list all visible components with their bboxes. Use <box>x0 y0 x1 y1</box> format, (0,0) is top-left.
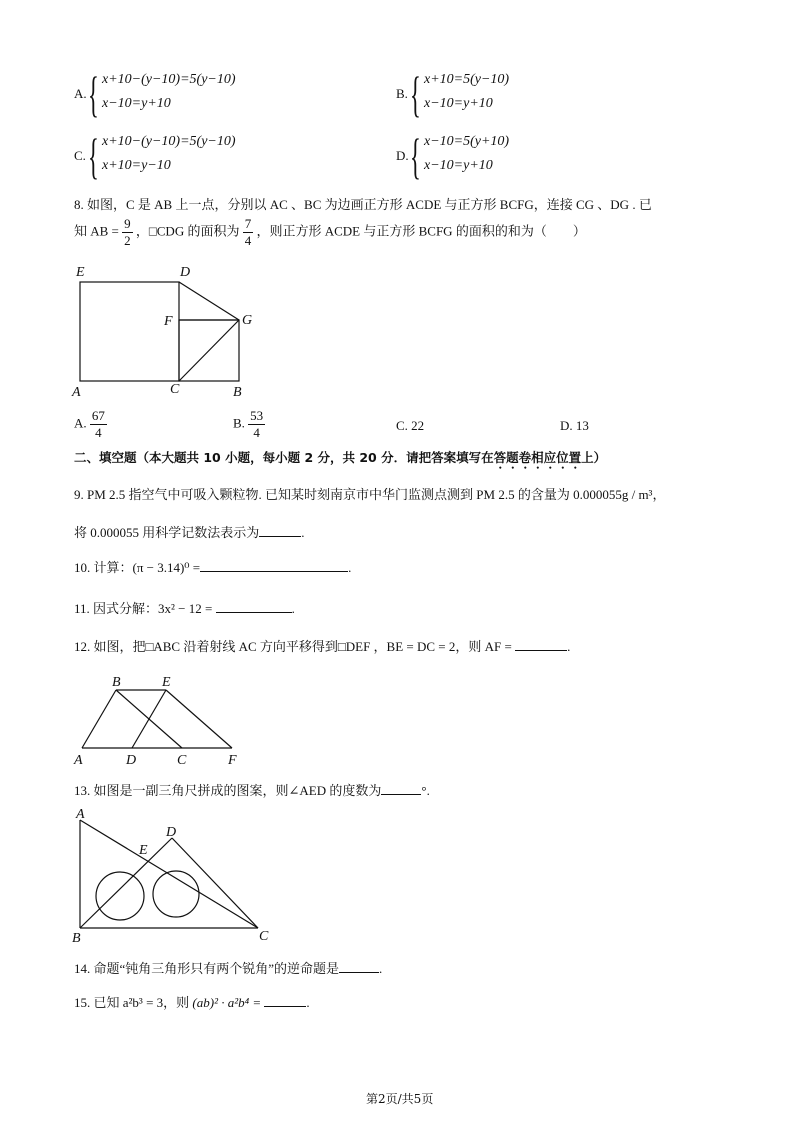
q8-option-b <box>233 408 265 441</box>
label-a: A <box>72 385 81 400</box>
label-g: G <box>242 313 253 328</box>
q13-figure <box>68 806 278 944</box>
answer-blank[interactable] <box>216 600 292 613</box>
option-label: D. <box>560 418 573 433</box>
label-d: D <box>180 265 191 280</box>
equation-2: x+10=y−10 <box>102 158 171 173</box>
equation-1: x+10−(y−10)=5(y−10) <box>102 72 236 87</box>
q7-option-a <box>74 66 374 122</box>
brace-symbol: { <box>88 66 99 122</box>
brace-symbol: { <box>410 66 421 122</box>
equation-1: x−10=5(y+10) <box>424 134 510 149</box>
label-d: D <box>166 825 177 840</box>
q15: 15. 已知 a²b³ = 3，则 (ab)² · a²b⁴ = . <box>74 995 310 1010</box>
equation-2: x−10=y+10 <box>424 96 493 111</box>
q7-option-b <box>396 66 696 122</box>
option-value: 22 <box>411 418 425 433</box>
area-fraction: $\frac{7}{4}$ <box>244 216 252 248</box>
equation-1: x+10−(y−10)=5(y−10) <box>102 134 236 149</box>
ab-fraction: $\frac{9}{2}$ <box>124 216 131 248</box>
brace-symbol: { <box>410 128 421 184</box>
option-value: 13 <box>575 418 589 433</box>
q8-text-mid: ，□CDG 的面积为 <box>135 223 240 239</box>
q8-option-c <box>396 418 424 434</box>
q8-line2 <box>74 216 586 249</box>
answer-blank[interactable] <box>339 960 379 973</box>
option-label: A. <box>74 415 87 431</box>
q8-text-pre: 知 AB = <box>74 223 119 239</box>
q14: 14. 命题“钝角三角形只有两个锐角”的逆命题是 . <box>74 961 383 976</box>
label-c: C <box>259 929 269 944</box>
label-f: F <box>228 753 237 768</box>
label-b: B <box>233 385 242 400</box>
label-b: B <box>112 675 121 690</box>
q11: 11. 因式分解：3x² − 12 = . <box>74 601 295 616</box>
label-d: D <box>126 753 137 768</box>
q8-option-d <box>560 418 589 434</box>
q7-option-d <box>396 128 696 184</box>
answer-blank[interactable] <box>264 994 306 1007</box>
answer-blank[interactable] <box>200 559 348 572</box>
q8-text-post: ，则正方形 ACDE 与正方形 BCFG 的面积的和为（ ） <box>256 223 586 239</box>
label-e: E <box>139 843 148 858</box>
label-c: C <box>170 382 180 397</box>
option-label: C. <box>396 418 408 433</box>
page-footer: 第2页/共5页 <box>366 1092 434 1106</box>
option-label: B. <box>396 86 408 101</box>
q13: 13. 如图是一副三角尺拼成的图案，则∠AED 的度数为 °. <box>74 783 430 798</box>
label-b: B <box>72 931 81 944</box>
option-label: B. <box>233 415 245 431</box>
answer-blank[interactable] <box>259 524 301 537</box>
label-c: C <box>177 753 187 768</box>
q10: 10. 计算：(π − 3.14)⁰ = . <box>74 560 352 575</box>
equation-2: x−10=y+10 <box>424 158 493 173</box>
q12-figure <box>70 670 250 770</box>
answer-blank[interactable] <box>381 782 421 795</box>
option-b-fraction: $\frac{53}{4}$ <box>250 408 264 440</box>
q8-option-a <box>74 408 107 441</box>
label-e: E <box>162 675 171 690</box>
q7-option-c <box>74 128 374 184</box>
q8-figure <box>70 262 270 400</box>
option-a-fraction: $\frac{67}{4}$ <box>91 408 105 440</box>
label-f: F <box>164 314 173 329</box>
q8-line1: 8. 如图，C 是 AB 上一点，分别以 AC 、BC 为边画正方形 ACDE 与正方形 BCFG，连接 CG 、DG . 已 <box>74 197 652 212</box>
label-a: A <box>76 807 85 822</box>
label-e: E <box>76 265 85 280</box>
q12: 12. 如图，把□ABC 沿着射线 AC 方向平移得到□DEF ，BE = DC = 2，则 AF = . <box>74 639 571 654</box>
option-label: A. <box>74 86 87 101</box>
q9-line2: 将 0.000055 用科学记数法表示为 . <box>74 525 305 540</box>
equation-1: x+10=5(y−10) <box>424 72 510 87</box>
option-label: D. <box>396 148 409 163</box>
equation-2: x−10=y+10 <box>102 96 171 111</box>
section-heading: 二、填空题（本大题共 10 小题，每小题 2 分，共 20 分．请把答案填写在答题卷相应位置上） <box>74 450 607 465</box>
q9-line1: 9. PM 2.5 指空气中可吸入颗粒物. 已知某时刻南京市中华门监测点测到 PM 2.5 的含量为 0.000055g / m³， <box>74 487 666 502</box>
brace-symbol: { <box>88 128 99 184</box>
option-label: C. <box>74 148 86 163</box>
answer-blank[interactable] <box>515 638 567 651</box>
label-a: A <box>74 753 83 768</box>
